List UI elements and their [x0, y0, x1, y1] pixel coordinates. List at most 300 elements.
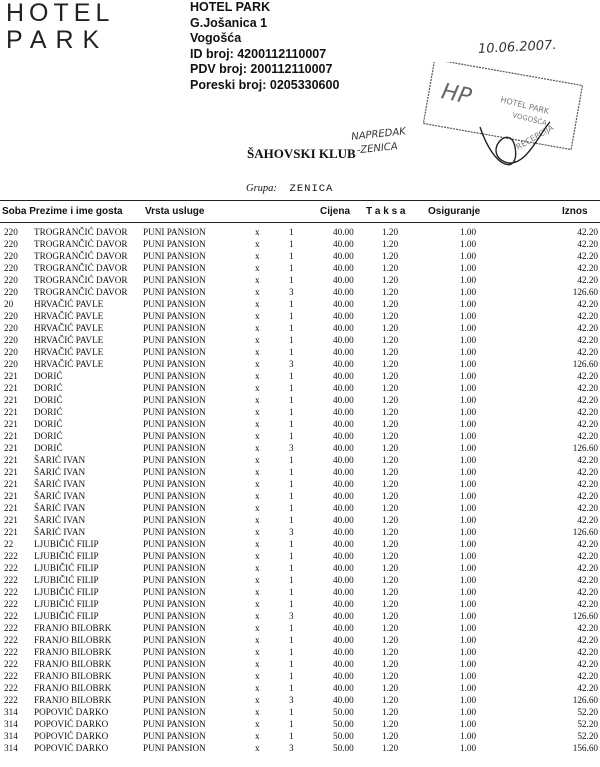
- amount-cell: 42.20: [577, 227, 598, 237]
- insurance-cell: 1.00: [460, 311, 477, 321]
- price-cell: 40.00: [333, 515, 354, 525]
- room-cell: 222: [4, 695, 18, 705]
- room-cell: 314: [4, 743, 18, 753]
- guest-name-cell: TROGRANČIĆ DAVOR: [34, 287, 128, 297]
- room-cell: 221: [4, 383, 18, 393]
- service-cell: PUNI PANSION: [143, 587, 206, 597]
- service-cell: PUNI PANSION: [143, 563, 206, 573]
- guest-name-cell: FRANJO BILOBRK: [34, 683, 112, 693]
- room-cell: 221: [4, 467, 18, 477]
- service-cell: PUNI PANSION: [143, 227, 206, 237]
- svg-text:HP: HP: [439, 79, 474, 110]
- room-cell: 221: [4, 503, 18, 513]
- room-cell: 220: [4, 263, 18, 273]
- insurance-cell: 1.00: [460, 491, 477, 501]
- multiplier-cell: x: [255, 359, 260, 369]
- table-row: [0, 454, 600, 466]
- quantity-cell: 1: [289, 599, 294, 609]
- multiplier-cell: x: [255, 443, 260, 453]
- room-cell: 314: [4, 731, 18, 741]
- service-cell: PUNI PANSION: [143, 323, 206, 333]
- guest-name-cell: ŠARIĆ IVAN: [34, 455, 86, 465]
- price-cell: 40.00: [333, 395, 354, 405]
- insurance-cell: 1.00: [460, 443, 477, 453]
- insurance-cell: 1.00: [460, 335, 477, 345]
- room-cell: 221: [4, 407, 18, 417]
- tax-cell: 1.20: [382, 479, 399, 489]
- hotel-id-number: ID broj: 4200112110007: [190, 46, 327, 61]
- tax-cell: 1.20: [382, 287, 399, 297]
- price-cell: 40.00: [333, 563, 354, 573]
- service-cell: PUNI PANSION: [143, 287, 206, 297]
- room-cell: 221: [4, 419, 18, 429]
- price-cell: 40.00: [333, 431, 354, 441]
- amount-cell: 52.20: [577, 707, 598, 717]
- tax-cell: 1.20: [382, 299, 399, 309]
- insurance-cell: 1.00: [460, 287, 477, 297]
- amount-cell: 42.20: [577, 335, 598, 345]
- price-cell: 40.00: [333, 635, 354, 645]
- table-row: [0, 286, 600, 298]
- room-cell: 222: [4, 611, 18, 621]
- tax-cell: 1.20: [382, 719, 399, 729]
- multiplier-cell: x: [255, 287, 260, 297]
- multiplier-cell: x: [255, 491, 260, 501]
- price-cell: 40.00: [333, 599, 354, 609]
- quantity-cell: 1: [289, 683, 294, 693]
- table-row: [0, 358, 600, 370]
- room-cell: 222: [4, 575, 18, 585]
- amount-cell: 52.20: [577, 731, 598, 741]
- service-cell: PUNI PANSION: [143, 491, 206, 501]
- multiplier-cell: x: [255, 623, 260, 633]
- quantity-cell: 1: [289, 251, 294, 261]
- amount-cell: 42.20: [577, 671, 598, 681]
- group-line: [246, 183, 333, 195]
- table-row: [0, 478, 600, 490]
- quantity-cell: 1: [289, 731, 294, 741]
- guest-name-cell: LJUBIČIĆ FILIP: [34, 539, 99, 549]
- club-title: ŠAHOVSKI KLUB: [247, 146, 356, 161]
- service-cell: PUNI PANSION: [143, 695, 206, 705]
- quantity-cell: 3: [289, 743, 294, 753]
- table-row: [0, 406, 600, 418]
- room-cell: 220: [4, 347, 18, 357]
- guest-name-cell: FRANJO BILOBRK: [34, 671, 112, 681]
- service-cell: PUNI PANSION: [143, 407, 206, 417]
- amount-cell: 42.20: [577, 575, 598, 585]
- quantity-cell: 1: [289, 407, 294, 417]
- table-top-rule: [0, 200, 600, 201]
- group-value: ZENICA: [289, 183, 334, 195]
- room-cell: 222: [4, 659, 18, 669]
- insurance-cell: 1.00: [460, 371, 477, 381]
- guest-name-cell: DORIĆ: [34, 419, 63, 429]
- table-row: [0, 238, 600, 250]
- guest-name-cell: POPOVIĆ DARKO: [34, 731, 109, 741]
- table-row: [0, 466, 600, 478]
- multiplier-cell: x: [255, 419, 260, 429]
- room-cell: 221: [4, 455, 18, 465]
- table-row: [0, 250, 600, 262]
- insurance-cell: 1.00: [460, 743, 477, 753]
- multiplier-cell: x: [255, 311, 260, 321]
- hotel-city: Vogošća: [190, 31, 242, 45]
- svg-text:RECEPCIJA: RECEPCIJA: [514, 123, 556, 152]
- amount-cell: 42.20: [577, 407, 598, 417]
- room-cell: 314: [4, 707, 18, 717]
- multiplier-cell: x: [255, 683, 260, 693]
- table-body: [0, 226, 600, 754]
- amount-cell: 42.20: [577, 395, 598, 405]
- service-cell: PUNI PANSION: [143, 479, 206, 489]
- service-cell: PUNI PANSION: [143, 395, 206, 405]
- quantity-cell: 3: [289, 695, 294, 705]
- service-cell: PUNI PANSION: [143, 635, 206, 645]
- service-cell: PUNI PANSION: [143, 707, 206, 717]
- tax-cell: 1.20: [382, 275, 399, 285]
- table-row: [0, 370, 600, 382]
- insurance-cell: 1.00: [460, 647, 477, 657]
- guest-name-cell: FRANJO BILOBRK: [34, 623, 112, 633]
- multiplier-cell: x: [255, 671, 260, 681]
- amount-cell: 126.60: [572, 695, 598, 705]
- multiplier-cell: x: [255, 515, 260, 525]
- tax-cell: 1.20: [382, 659, 399, 669]
- amount-cell: 126.60: [572, 287, 598, 297]
- table-row: [0, 490, 600, 502]
- svg-text:VOGOŠĆA: VOGOŠĆA: [511, 111, 548, 128]
- insurance-cell: 1.00: [460, 239, 477, 249]
- guest-name-cell: FRANJO BILOBRK: [34, 695, 112, 705]
- hotel-street: G.Jošanica 1: [190, 15, 268, 30]
- amount-cell: 42.20: [577, 371, 598, 381]
- multiplier-cell: x: [255, 563, 260, 573]
- room-cell: 22: [4, 539, 14, 549]
- guest-name-cell: HRVAČIĆ PAVLE: [34, 323, 104, 333]
- service-cell: PUNI PANSION: [143, 527, 206, 537]
- tax-cell: 1.20: [382, 347, 399, 357]
- quantity-cell: 1: [289, 635, 294, 645]
- service-cell: PUNI PANSION: [143, 311, 206, 321]
- multiplier-cell: x: [255, 239, 260, 249]
- table-row: [0, 550, 600, 562]
- insurance-cell: 1.00: [460, 251, 477, 261]
- table-row: [0, 346, 600, 358]
- amount-cell: 42.20: [577, 647, 598, 657]
- service-cell: PUNI PANSION: [143, 575, 206, 585]
- guest-name-cell: HRVAČIĆ PAVLE: [34, 311, 104, 321]
- table-row: [0, 586, 600, 598]
- service-cell: PUNI PANSION: [143, 611, 206, 621]
- price-cell: 40.00: [333, 467, 354, 477]
- amount-cell: 42.20: [577, 323, 598, 333]
- table-row: [0, 526, 600, 538]
- price-cell: 40.00: [333, 443, 354, 453]
- room-cell: 20: [4, 299, 14, 309]
- insurance-cell: 1.00: [460, 575, 477, 585]
- price-cell: 40.00: [333, 479, 354, 489]
- price-cell: 40.00: [333, 359, 354, 369]
- service-cell: PUNI PANSION: [143, 683, 206, 693]
- price-cell: 40.00: [333, 239, 354, 249]
- multiplier-cell: x: [255, 335, 260, 345]
- amount-cell: 126.60: [572, 527, 598, 537]
- room-cell: 221: [4, 515, 18, 525]
- price-cell: 50.00: [333, 743, 354, 753]
- col-header-amount: Iznos: [562, 206, 588, 217]
- price-cell: 40.00: [333, 647, 354, 657]
- tax-cell: 1.20: [382, 611, 399, 621]
- quantity-cell: 1: [289, 659, 294, 669]
- guest-name-cell: ŠARIĆ IVAN: [34, 467, 86, 477]
- service-cell: PUNI PANSION: [143, 347, 206, 357]
- guest-name-cell: LJUBIČIĆ FILIP: [34, 611, 99, 621]
- group-label: Grupa:: [246, 183, 277, 194]
- insurance-cell: 1.00: [460, 719, 477, 729]
- quantity-cell: 1: [289, 479, 294, 489]
- service-cell: PUNI PANSION: [143, 515, 206, 525]
- handwritten-club-line-2: -ZENICA: [356, 141, 399, 157]
- price-cell: 40.00: [333, 347, 354, 357]
- insurance-cell: 1.00: [460, 395, 477, 405]
- room-cell: 220: [4, 335, 18, 345]
- quantity-cell: 1: [289, 347, 294, 357]
- hotel-address-block: [190, 0, 339, 93]
- guest-name-cell: TROGRANČIĆ DAVOR: [34, 275, 128, 285]
- price-cell: 40.00: [333, 263, 354, 273]
- amount-cell: 42.20: [577, 239, 598, 249]
- guest-name-cell: FRANJO BILOBRK: [34, 659, 112, 669]
- amount-cell: 42.20: [577, 263, 598, 273]
- amount-cell: 42.20: [577, 551, 598, 561]
- guest-name-cell: LJUBIČIĆ FILIP: [34, 563, 99, 573]
- service-cell: PUNI PANSION: [143, 659, 206, 669]
- amount-cell: 126.60: [572, 611, 598, 621]
- tax-cell: 1.20: [382, 695, 399, 705]
- amount-cell: 42.20: [577, 635, 598, 645]
- table-row: [0, 718, 600, 730]
- multiplier-cell: x: [255, 527, 260, 537]
- room-cell: 222: [4, 623, 18, 633]
- room-cell: 221: [4, 479, 18, 489]
- svg-text:HOTEL PARK: HOTEL PARK: [499, 95, 551, 116]
- room-cell: 221: [4, 431, 18, 441]
- tax-cell: 1.20: [382, 647, 399, 657]
- quantity-cell: 1: [289, 263, 294, 273]
- quantity-cell: 1: [289, 563, 294, 573]
- insurance-cell: 1.00: [460, 635, 477, 645]
- room-cell: 222: [4, 587, 18, 597]
- price-cell: 40.00: [333, 323, 354, 333]
- quantity-cell: 1: [289, 311, 294, 321]
- quantity-cell: 3: [289, 527, 294, 537]
- amount-cell: 42.20: [577, 419, 598, 429]
- tax-cell: 1.20: [382, 635, 399, 645]
- room-cell: 222: [4, 635, 18, 645]
- amount-cell: 42.20: [577, 683, 598, 693]
- tax-cell: 1.20: [382, 491, 399, 501]
- tax-cell: 1.20: [382, 467, 399, 477]
- quantity-cell: 1: [289, 395, 294, 405]
- service-cell: PUNI PANSION: [143, 359, 206, 369]
- guest-name-cell: DORIĆ: [34, 407, 63, 417]
- room-cell: 222: [4, 563, 18, 573]
- room-cell: 314: [4, 719, 18, 729]
- room-cell: 220: [4, 251, 18, 261]
- service-cell: PUNI PANSION: [143, 275, 206, 285]
- room-cell: 220: [4, 359, 18, 369]
- table-row: [0, 382, 600, 394]
- table-row: [0, 322, 600, 334]
- insurance-cell: 1.00: [460, 503, 477, 513]
- service-cell: PUNI PANSION: [143, 443, 206, 453]
- tax-cell: 1.20: [382, 587, 399, 597]
- amount-cell: 126.60: [572, 359, 598, 369]
- insurance-cell: 1.00: [460, 611, 477, 621]
- room-cell: 221: [4, 371, 18, 381]
- col-header-price: Cijena: [320, 206, 351, 217]
- guest-name-cell: ŠARIĆ IVAN: [34, 491, 86, 501]
- price-cell: 50.00: [333, 719, 354, 729]
- multiplier-cell: x: [255, 539, 260, 549]
- multiplier-cell: x: [255, 275, 260, 285]
- table-row: [0, 442, 600, 454]
- insurance-cell: 1.00: [460, 683, 477, 693]
- tax-cell: 1.20: [382, 551, 399, 561]
- guest-name-cell: DORIĆ: [34, 443, 63, 453]
- multiplier-cell: x: [255, 407, 260, 417]
- room-cell: 222: [4, 647, 18, 657]
- room-cell: 220: [4, 311, 18, 321]
- amount-cell: 42.20: [577, 383, 598, 393]
- service-cell: PUNI PANSION: [143, 731, 206, 741]
- tax-cell: 1.20: [382, 263, 399, 273]
- amount-cell: 42.20: [577, 467, 598, 477]
- multiplier-cell: x: [255, 251, 260, 261]
- hotel-logo: [6, 0, 114, 54]
- price-cell: 50.00: [333, 731, 354, 741]
- insurance-cell: 1.00: [460, 479, 477, 489]
- room-cell: 221: [4, 491, 18, 501]
- tax-cell: 1.20: [382, 335, 399, 345]
- insurance-cell: 1.00: [460, 695, 477, 705]
- price-cell: 40.00: [333, 383, 354, 393]
- room-cell: 220: [4, 239, 18, 249]
- service-cell: PUNI PANSION: [143, 419, 206, 429]
- quantity-cell: 1: [289, 299, 294, 309]
- price-cell: 40.00: [333, 587, 354, 597]
- table-row: [0, 226, 600, 238]
- table-row: [0, 430, 600, 442]
- insurance-cell: 1.00: [460, 659, 477, 669]
- guest-name-cell: LJUBIČIĆ FILIP: [34, 551, 99, 561]
- room-cell: 220: [4, 227, 18, 237]
- tax-cell: 1.20: [382, 407, 399, 417]
- quantity-cell: 1: [289, 623, 294, 633]
- price-cell: 40.00: [333, 671, 354, 681]
- multiplier-cell: x: [255, 371, 260, 381]
- price-cell: 40.00: [333, 551, 354, 561]
- guest-name-cell: TROGRANČIĆ DAVOR: [34, 263, 128, 273]
- price-cell: 40.00: [333, 419, 354, 429]
- amount-cell: 42.20: [577, 347, 598, 357]
- price-cell: 40.00: [333, 287, 354, 297]
- quantity-cell: 1: [289, 323, 294, 333]
- multiplier-cell: x: [255, 227, 260, 237]
- quantity-cell: 1: [289, 719, 294, 729]
- table-row: [0, 310, 600, 322]
- price-cell: 40.00: [333, 611, 354, 621]
- table-row: [0, 394, 600, 406]
- price-cell: 40.00: [333, 539, 354, 549]
- room-cell: 222: [4, 671, 18, 681]
- service-cell: PUNI PANSION: [143, 431, 206, 441]
- tax-cell: 1.20: [382, 683, 399, 693]
- room-cell: 220: [4, 275, 18, 285]
- quantity-cell: 1: [289, 707, 294, 717]
- amount-cell: 42.20: [577, 251, 598, 261]
- col-header-service: Vrsta usluge: [145, 206, 205, 217]
- guest-name-cell: DORIĆ: [34, 431, 63, 441]
- quantity-cell: 1: [289, 467, 294, 477]
- price-cell: 40.00: [333, 659, 354, 669]
- amount-cell: 42.20: [577, 599, 598, 609]
- table-row: [0, 274, 600, 286]
- guest-name-cell: DORIĆ: [34, 383, 63, 393]
- price-cell: 40.00: [333, 407, 354, 417]
- col-header-room-name: Soba Prezime i ime gosta: [2, 206, 123, 217]
- insurance-cell: 1.00: [460, 275, 477, 285]
- room-cell: 222: [4, 599, 18, 609]
- tax-cell: 1.20: [382, 707, 399, 717]
- guest-name-cell: POPOVIĆ DARKO: [34, 743, 109, 753]
- amount-cell: 42.20: [577, 491, 598, 501]
- guest-name-cell: FRANJO BILOBRK: [34, 635, 112, 645]
- service-cell: PUNI PANSION: [143, 503, 206, 513]
- price-cell: 40.00: [333, 335, 354, 345]
- multiplier-cell: x: [255, 383, 260, 393]
- table-row: [0, 730, 600, 742]
- table-row: [0, 682, 600, 694]
- service-cell: PUNI PANSION: [143, 371, 206, 381]
- guest-name-cell: ŠARIĆ IVAN: [34, 503, 86, 513]
- multiplier-cell: x: [255, 323, 260, 333]
- amount-cell: 42.20: [577, 623, 598, 633]
- tax-cell: 1.20: [382, 503, 399, 513]
- insurance-cell: 1.00: [460, 299, 477, 309]
- tax-cell: 1.20: [382, 383, 399, 393]
- tax-cell: 1.20: [382, 515, 399, 525]
- amount-cell: 42.20: [577, 503, 598, 513]
- insurance-cell: 1.00: [460, 587, 477, 597]
- insurance-cell: 1.00: [460, 731, 477, 741]
- multiplier-cell: x: [255, 719, 260, 729]
- table-row: [0, 598, 600, 610]
- amount-cell: 42.20: [577, 275, 598, 285]
- multiplier-cell: x: [255, 611, 260, 621]
- hotel-name: HOTEL PARK: [190, 0, 271, 14]
- quantity-cell: 1: [289, 371, 294, 381]
- hotel-tax-number: Poreski broj: 0205330600: [190, 77, 340, 92]
- tax-cell: 1.20: [382, 599, 399, 609]
- quantity-cell: 1: [289, 575, 294, 585]
- quantity-cell: 1: [289, 335, 294, 345]
- insurance-cell: 1.00: [460, 515, 477, 525]
- insurance-cell: 1.00: [460, 599, 477, 609]
- multiplier-cell: x: [255, 599, 260, 609]
- amount-cell: 42.20: [577, 455, 598, 465]
